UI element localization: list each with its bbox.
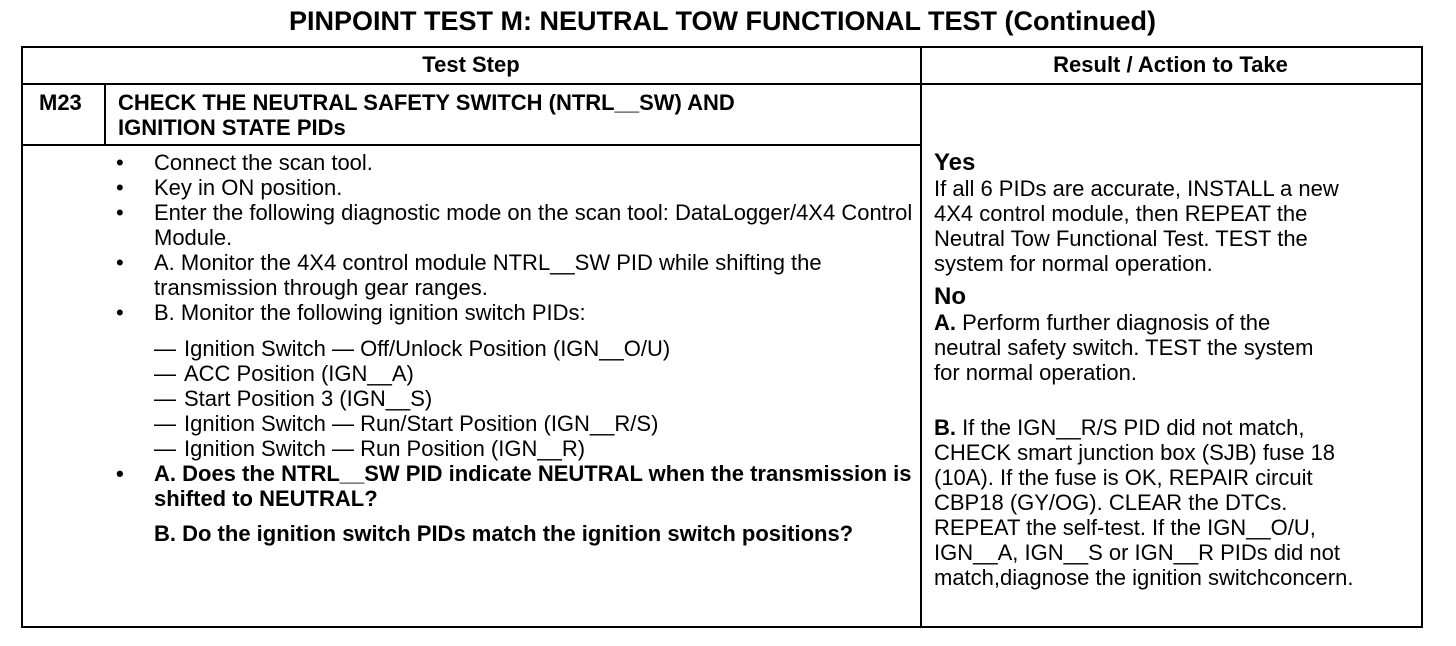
instruction-text: B. Monitor the following ignition switch PIDs: (154, 300, 586, 325)
result-no-a-label: A. (934, 310, 956, 335)
result-no-b-line: IGN__A, IGN__S or IGN__R PIDs did not (934, 540, 1340, 565)
step-title-line: CHECK THE NEUTRAL SAFETY SWITCH (NTRL__SW) AND (118, 90, 735, 115)
ignition-pid-item (154, 411, 916, 436)
bullet-glyph: • (116, 175, 124, 200)
ignition-pid-list (116, 336, 916, 461)
result-yes-line: system for normal operation. (934, 251, 1213, 276)
bullet-glyph: • (116, 200, 124, 225)
instruction-item (116, 175, 916, 200)
step-title (118, 90, 908, 140)
ignition-pid-text: Ignition Switch — Off/Unlock Position (IGN__O/U) (184, 336, 671, 361)
dash-glyph: — (154, 411, 176, 436)
result-yes-heading: Yes (934, 149, 976, 176)
step-title-line: IGNITION STATE PIDs (118, 115, 346, 140)
header-divider (21, 83, 1421, 85)
instruction-item (116, 250, 916, 300)
bullet-glyph: • (116, 150, 124, 175)
result-no-b-text: If the IGN__R/S PID did not match, (962, 415, 1305, 440)
result-no-b-line: CBP18 (GY/OG). CLEAR the DTCs. (934, 490, 1288, 515)
ignition-pid-text: Ignition Switch — Run/Start Position (IGN__R/S) (184, 411, 659, 436)
column-divider (920, 46, 922, 626)
bullet-glyph: • (116, 250, 124, 275)
dash-glyph: — (154, 386, 176, 411)
ignition-pid-item (154, 336, 916, 361)
result-no-b-line: (10A). If the fuse is OK, REPAIR circuit (934, 465, 1313, 490)
result-yes-line: Neutral Tow Functional Test. TEST the (934, 226, 1308, 251)
result-no-b-line: REPEAT the self-test. If the IGN__O/U, (934, 515, 1316, 540)
step-id: M23 (39, 90, 82, 115)
ignition-pid-item (154, 386, 916, 411)
instruction-text: Key in ON position. (154, 175, 343, 200)
result-no-a-line: for normal operation. (934, 360, 1137, 385)
step-id-divider (104, 84, 106, 145)
result-yes-line: If all 6 PIDs are accurate, INSTALL a new (934, 176, 1339, 201)
question-b: B. Do the ignition switch PIDs match the ignition switch positions? (154, 521, 854, 546)
result-column (934, 150, 1418, 598)
question-a (116, 461, 916, 511)
result-no-a-line (934, 310, 1418, 335)
header-test-step: Test Step (422, 52, 520, 77)
result-no-b-line: match,diagnose the ignition switchconcern. (934, 565, 1354, 590)
instruction-text: Enter the following diagnostic mode on the scan tool: DataLogger/4X4 Control Module. (154, 200, 913, 250)
bullet-glyph: • (116, 300, 124, 325)
result-no-heading: No (934, 283, 966, 310)
result-no-b-label: B. (934, 415, 956, 440)
dash-glyph: — (154, 361, 176, 386)
ignition-pid-item (154, 436, 916, 461)
result-no-a-line: neutral safety switch. TEST the system (934, 335, 1314, 360)
ignition-pid-text: Ignition Switch — Run Position (IGN__R) (184, 436, 586, 461)
step-title-divider (21, 144, 922, 146)
ignition-pid-text: ACC Position (IGN__A) (184, 361, 414, 386)
dash-glyph: — (154, 436, 176, 461)
result-no-a-text: Perform further diagnosis of the (962, 310, 1271, 335)
page-title: PINPOINT TEST M: NEUTRAL TOW FUNCTIONAL TEST (Continued) (289, 6, 1156, 36)
result-no-b-line (934, 415, 1418, 440)
result-yes (934, 150, 1418, 276)
bullet-glyph: • (116, 461, 124, 486)
instruction-text: A. Monitor the 4X4 control module NTRL__SW PID while shifting the transmission through gear ranges. (154, 250, 822, 300)
instruction-item (116, 150, 916, 175)
instruction-text: Connect the scan tool. (154, 150, 373, 175)
result-no-b-line: CHECK smart junction box (SJB) fuse 18 (934, 440, 1336, 465)
result-yes-line: 4X4 control module, then REPEAT the (934, 201, 1308, 226)
instruction-item (116, 300, 916, 325)
instruction-item (116, 200, 916, 250)
ignition-pid-item (154, 361, 916, 386)
instruction-list (116, 150, 916, 546)
result-no (934, 284, 1418, 590)
header-result-action: Result / Action to Take (1053, 52, 1288, 77)
ignition-pid-text: Start Position 3 (IGN__S) (184, 386, 433, 411)
question-a-text: A. Does the NTRL__SW PID indicate NEUTRAL when the transmission is shifted to NEUTRAL? (154, 461, 912, 511)
dash-glyph: — (154, 336, 176, 361)
